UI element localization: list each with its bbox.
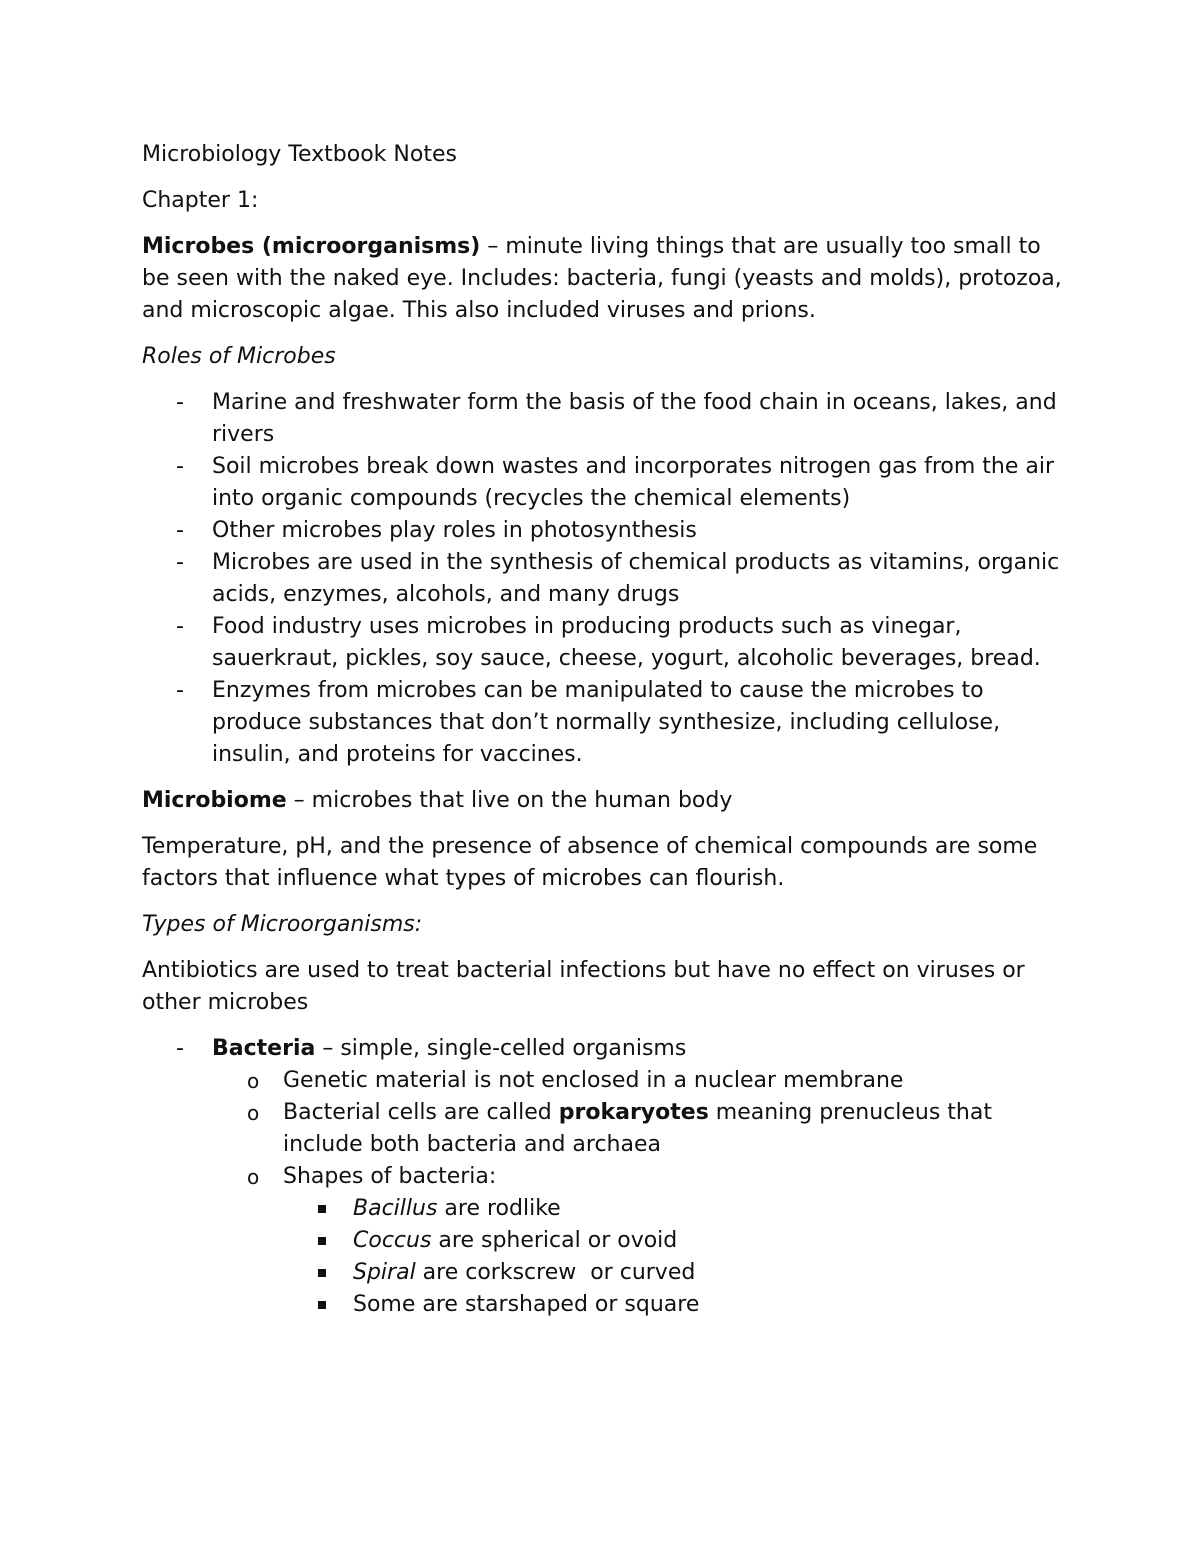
dash-bullet: - [176, 390, 184, 415]
sublist-item [212, 1161, 1072, 1321]
list-item-text: Microbes are used in the synthesis of chemical products as vitamins, organic acids, enzymes, alcohols, and many drugs [212, 550, 1060, 607]
list-item [142, 547, 1072, 611]
microbiome-definition [142, 785, 1072, 817]
shape-name: Bacillus [353, 1196, 438, 1221]
shape-item [283, 1225, 1072, 1257]
circle-bullet: o [247, 1069, 260, 1093]
antibiotics-paragraph: Antibiotics are used to treat bacterial infections but have no effect on viruses or other microbes [142, 958, 1025, 1015]
document-title: Microbiology Textbook Notes [142, 142, 457, 167]
types-heading: Types of Microorganisms: [142, 912, 423, 937]
shapes-label: Shapes of bacteria: [283, 1164, 497, 1189]
shapes-list [283, 1193, 1072, 1321]
list-item [142, 611, 1072, 675]
microbiome-definition-text: – microbes that live on the human body [286, 788, 733, 813]
prokaryotes-prefix: Bacterial cells are called [283, 1100, 559, 1125]
roles-list [142, 387, 1072, 771]
microbes-definition [142, 231, 1072, 327]
square-bullet-icon [318, 1301, 326, 1309]
shape-name: Coccus [353, 1228, 432, 1253]
list-item-text: Marine and freshwater form the basis of the food chain in oceans, lakes, and rivers [212, 390, 1057, 447]
list-item [142, 515, 1072, 547]
list-item-text: Food industry uses microbes in producing products such as vinegar, sauerkraut, pickles, soy sauce, cheese, yogurt, alcoholic beverages, bread. [212, 614, 1041, 671]
dash-bullet: - [176, 454, 184, 479]
dash-bullet: - [176, 518, 184, 543]
shape-text: are corkscrew or curved [415, 1260, 696, 1285]
square-bullet-icon [318, 1237, 326, 1245]
bacteria-sublist [212, 1065, 1072, 1321]
square-bullet-icon [318, 1269, 326, 1277]
prokaryotes-suffix: meaning prenucleus that include both bacteria and archaea [283, 1100, 992, 1157]
document-page [142, 139, 1072, 1335]
list-item-text: Enzymes from microbes can be manipulated to cause the microbes to produce substances that don’t normally synthesize, including cellulose, insulin, and proteins for vaccines. [212, 678, 1001, 767]
dash-bullet: - [176, 678, 184, 703]
list-item [142, 451, 1072, 515]
square-bullet-icon [318, 1205, 326, 1213]
list-item-text: Other microbes play roles in photosynthesis [212, 518, 697, 543]
sublist-item [212, 1065, 1072, 1097]
microbiome-term: Microbiome [142, 788, 287, 813]
list-item [142, 675, 1072, 771]
dash-bullet: - [176, 550, 184, 575]
roles-heading: Roles of Microbes [142, 344, 336, 369]
factors-paragraph: Temperature, pH, and the presence of absence of chemical compounds are some factors that influence what types of microbes can flourish. [142, 834, 1038, 891]
list-item-text: Soil microbes break down wastes and incorporates nitrogen gas from the air into organic compounds (recycles the chemical elements) [212, 454, 1055, 511]
shape-item [283, 1193, 1072, 1225]
sublist-item-text: Genetic material is not enclosed in a nuclear membrane [283, 1068, 904, 1093]
shape-name: Spiral [353, 1260, 416, 1285]
shape-text: are spherical or ovoid [431, 1228, 678, 1253]
bacteria-definition-text: – simple, single-celled organisms [315, 1036, 687, 1061]
circle-bullet: o [247, 1101, 260, 1125]
shape-item [283, 1289, 1072, 1321]
sublist-item [212, 1097, 1072, 1161]
circle-bullet: o [247, 1165, 260, 1189]
microbes-definition-text: – minute living things that are usually too small to be seen with the naked eye. Includes: bacteria, fungi (yeasts and molds), protozoa, and microscopic algae. This also included viruses and prions. [142, 234, 1062, 323]
types-list [142, 1033, 1072, 1321]
shape-item [283, 1257, 1072, 1289]
dash-bullet: - [176, 614, 184, 639]
prokaryotes-term: prokaryotes [558, 1100, 709, 1125]
shape-text: Some are starshaped or square [353, 1292, 700, 1317]
list-item [142, 387, 1072, 451]
microbes-term: Microbes (microorganisms) [142, 234, 481, 259]
shape-text: are rodlike [437, 1196, 561, 1221]
dash-bullet: - [176, 1036, 184, 1061]
bacteria-term: Bacteria [212, 1036, 316, 1061]
list-item-bacteria [142, 1033, 1072, 1321]
chapter-heading: Chapter 1: [142, 188, 259, 213]
